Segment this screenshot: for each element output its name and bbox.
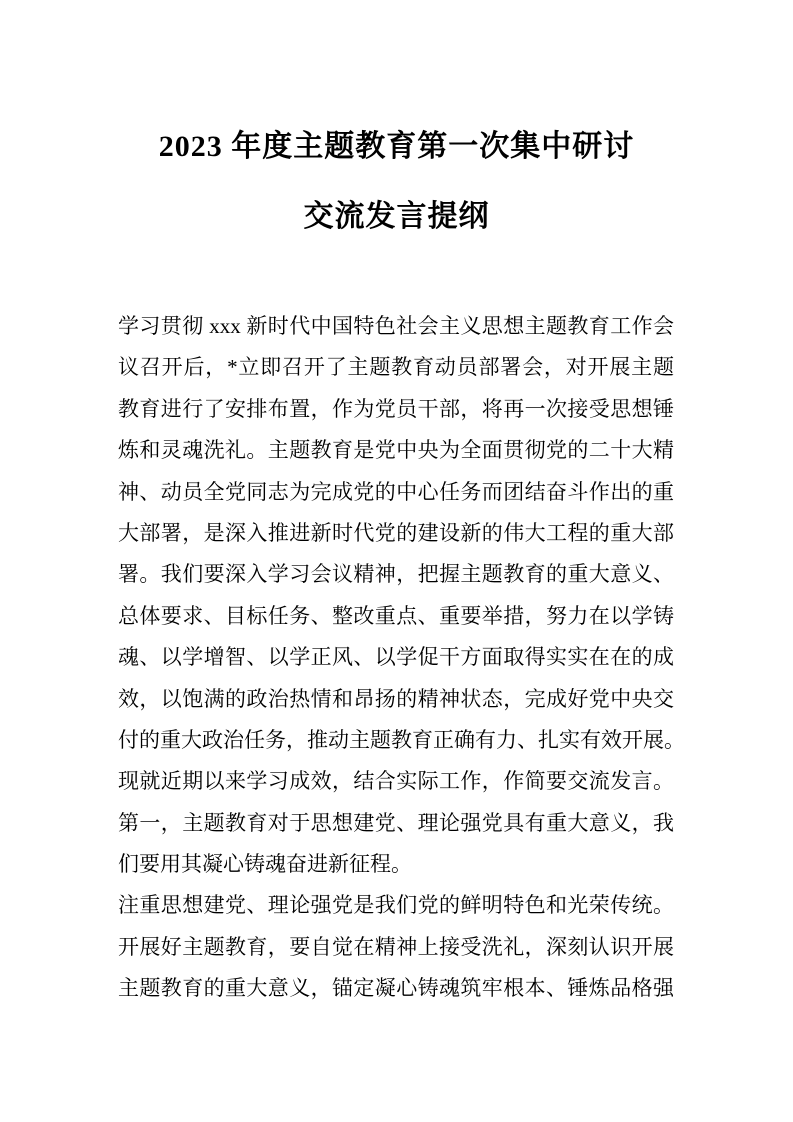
body-line: 魂、以学增智、以学正风、以学促干方面取得实实在在的成 xyxy=(118,645,674,670)
body-line: 主题教育的重大意义，锚定凝心铸魂筑牢根本、锤炼品格强 xyxy=(118,976,674,1001)
body-line: 付的重大政治任务，推动主题教育正确有力、扎实有效开展。 xyxy=(118,727,685,752)
body-line: 议召开后，*立即召开了主题教育动员部署会，对开展主题 xyxy=(118,355,674,380)
body-line: 注重思想建党、理论强党是我们党的鲜明特色和光荣传统。 xyxy=(118,893,674,918)
body-line: 开展好主题教育，要自觉在精神上接受洗礼，深刻认识开展 xyxy=(118,934,674,959)
document-title-line-1: 2023 年度主题教育第一次集中研讨 xyxy=(158,130,635,163)
document-title-line-2: 交流发言提纲 xyxy=(303,200,490,233)
document-title xyxy=(0,112,793,252)
body-line: 炼和灵魂洗礼。主题教育是党中央为全面贯彻党的二十大精 xyxy=(118,438,674,463)
body-line: 署。我们要深入学习会议精神，把握主题教育的重大意义、 xyxy=(118,562,674,587)
body-line: 们要用其凝心铸魂奋进新征程。 xyxy=(118,852,412,877)
body-line: 教育进行了安排布置，作为党员干部，将再一次接受思想锤 xyxy=(118,396,674,421)
body-line: 神、动员全党同志为完成党的中心任务而团结奋斗作出的重 xyxy=(118,479,674,504)
body-line: 现就近期以来学习成效，结合实际工作，作简要交流发言。 xyxy=(118,769,674,794)
paragraph xyxy=(118,306,685,803)
body-line: 学习贯彻 xxx 新时代中国特色社会主义思想主题教育工作会 xyxy=(118,314,674,338)
paragraph xyxy=(118,885,674,1009)
body-line: 大部署，是深入推进新时代党的建设新的伟大工程的重大部 xyxy=(118,520,674,545)
document-body xyxy=(118,306,685,1010)
paragraph xyxy=(118,803,674,886)
body-line: 总体要求、目标任务、整改重点、重要举措，努力在以学铸 xyxy=(118,603,674,628)
body-line: 效，以饱满的政治热情和昂扬的精神状态，完成好党中央交 xyxy=(118,686,674,711)
body-line: 第一，主题教育对于思想建党、理论强党具有重大意义，我 xyxy=(118,810,674,835)
